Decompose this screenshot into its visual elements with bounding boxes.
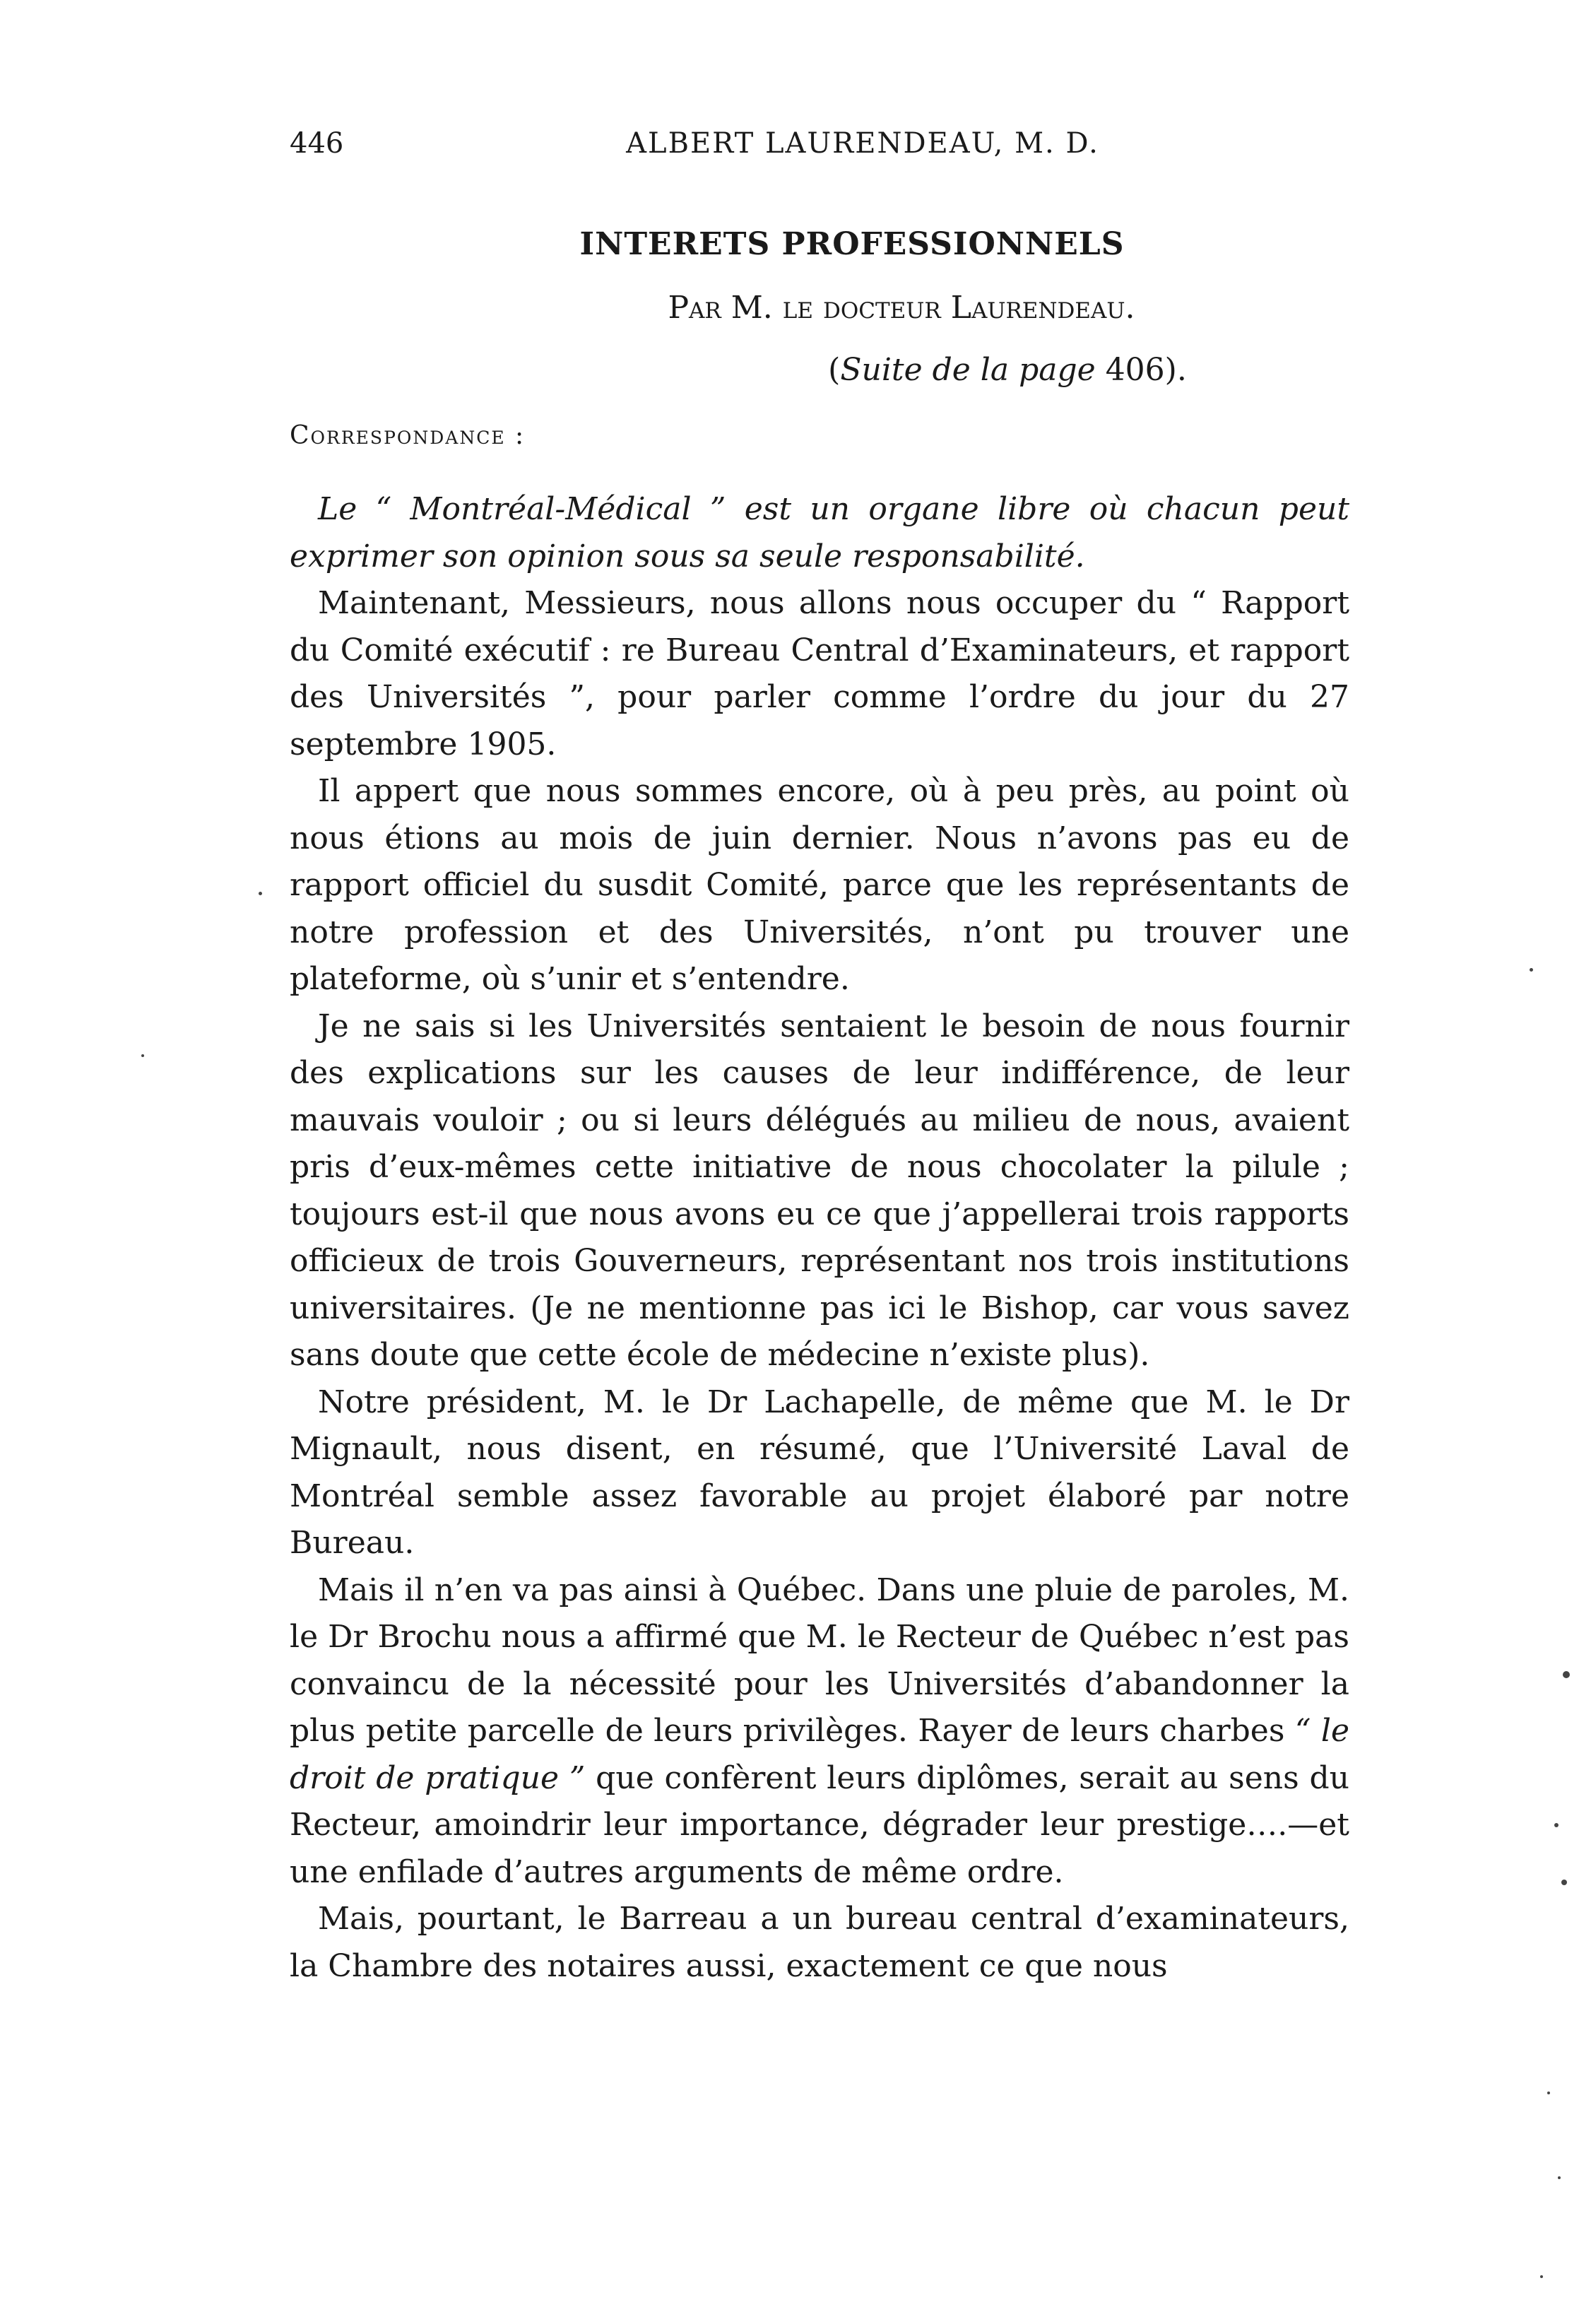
scan-speck	[1561, 1880, 1567, 1885]
scan-speck	[259, 892, 262, 895]
paragraph-1: Maintenant, Messieurs, nous allons nous occuper du “ Rapport du Comité exécutif : re Bureau Central d’Examinateurs, et rapport des Universités ”, pour parler comme l’ordre du jour du 27 septembre 1905.	[290, 585, 1349, 762]
article-body	[290, 486, 1349, 1990]
scan-speck	[141, 1054, 144, 1057]
scan-speck	[1563, 1671, 1570, 1678]
paragraph-6: Mais, pourtant, le Barreau a un bureau central d’examinateurs, la Chambre des notaires aussi, exactement ce que nous	[290, 1901, 1349, 1984]
editorial-notice: Le “ Montréal-Médical ” est un organe libre où chacun peut exprimer son opinion sous sa seule responsabilité.	[290, 491, 1349, 574]
section-label: Correspondance :	[290, 421, 526, 450]
paragraph-5-end: que confèrent leurs diplômes, serait au sens du Recteur, amoindrir leur importance, dégrader leur prestige….—et une enfilade d’autres arguments de même ordre.	[290, 1759, 1349, 1890]
paragraph-3: Je ne sais si les Universités sentaient le besoin de nous fournir des explications sur les causes de leur indifférence, de leur mauvais vouloir ; ou si leurs délégués au milieu de nous, avaient pris d’eux-mêmes cette initiative de nous chocolater la pilule ; toujours est-il que nous avons eu ce que j’appellerai trois rapports officieux de trois Gouverneurs, représentant nos trois institutions universitaires. (Je ne mentionne pas ici le Bishop, car vous savez sans doute que cette école de médecine n’existe plus).	[290, 1008, 1349, 1373]
continuation-italic: Suite de la page	[840, 352, 1096, 388]
scan-speck	[1530, 968, 1533, 972]
continuation-open: (	[828, 352, 841, 388]
continuation-note	[0, 352, 1591, 388]
scan-speck	[1554, 1823, 1559, 1827]
paragraph-5	[290, 1567, 1349, 1897]
paragraph-2: Il appert que nous sommes encore, où à peu près, au point où nous étions au mois de juin dernier. Nous n’avons pas eu de rapport officiel du susdit Comité, parce que les représentants de notre profession et des Universités, n’ont pu trouver une plateforme, où s’unir et s’entendre.	[290, 773, 1349, 997]
continuation-page: 406).	[1095, 352, 1187, 388]
article-title: INTERETS PROFESSIONNELS	[579, 226, 1125, 262]
scan-speck	[1558, 2176, 1561, 2179]
running-head-title: ALBERT LAURENDEAU, M. D.	[626, 127, 1099, 160]
page-number: 446	[290, 127, 344, 160]
scan-speck	[1540, 2275, 1543, 2278]
running-head	[290, 127, 1351, 170]
article-byline: Par M. le docteur Laurendeau.	[668, 290, 1135, 326]
paragraph-5-start: Mais il n’en va pas ainsi à Québec. Dans une pluie de paroles, M. le Dr Brochu nous a affirmé que M. le Recteur de Québec n’est pas convaincu de la nécessité pour les Universités d’abandonner la plus petite parcelle de leurs privilèges. Rayer de leurs charbes	[290, 1571, 1349, 1749]
paragraph-5-italic-quote: “ le droit de pratique ”	[290, 1713, 1349, 1796]
scan-speck	[1547, 2092, 1550, 2094]
paragraph-4: Notre président, M. le Dr Lachapelle, de même que M. le Dr Mignault, nous disent, en résumé, que l’Université Laval de Montréal semble assez favorable au projet élaboré par notre Bureau.	[290, 1384, 1349, 1561]
